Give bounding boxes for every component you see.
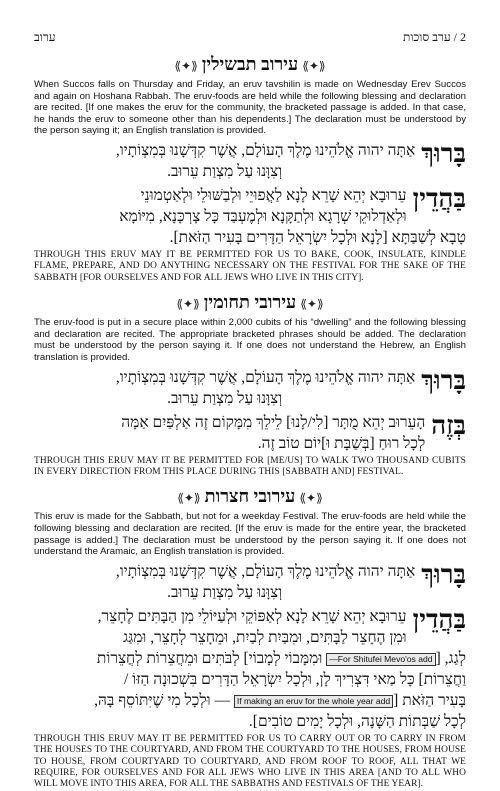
ornament-icon: ⟪✦⟫ xyxy=(299,491,323,506)
section-eruv-tavshilin xyxy=(34,54,466,284)
blessing: בָּרוּךְ אַתָּה יהוה אֱלֹהֵינוּ מֶלֶךְ הָעוֹלָם, אֲשֶׁר קִדְּשָׁנוּ בְּמִצְוֹתָיו, וְצִוָּנוּ עַל מִצְוַת עֵרוּב. xyxy=(115,365,466,407)
blessing-first-word: בָּרוּךְ xyxy=(421,138,466,168)
blessing: בָּרוּךְ אַתָּה יהוה אֱלֹהֵינוּ מֶלֶךְ הָעוֹלָם, אֲשֶׁר קִדְּשָׁנוּ בְּמִצְוֹתָיו, וְצִוָּנוּ עַל מִצְוַת עֵרוּב. xyxy=(115,559,466,601)
blessing-first-word: בָּרוּךְ xyxy=(421,365,466,395)
declaration: בַּהֲדֵין עֵרוּבָא יְהֵא שָׁרֵא לָנָא לַאֲפוּיֵי וּלְבַשּׁוּלֵי וּלְאַטְמוּנֵי וּלְאַדְלוּקֵי שְׁרָגָא וּלְתַקָּנָא וּלְמֶעְבַּד כָּל צָרְכָּנָא, מִיּוֹמָא טָבָא לְשַׁבַּתָּא [לָנָא וּלְכָל יִשְׂרָאֵל הַדָּרִים בָּעִיר הַזֹּאת]. xyxy=(119,183,466,246)
section-title: ⟪✦⟫עירובי תחומין⟪✦⟫ xyxy=(176,292,324,313)
ornament-icon: ⟪✦⟫ xyxy=(177,491,201,506)
translation-text: THROUGH THIS ERUV MAY IT BE PERMITTED FOR [ME/US] TO WALK TWO THOUSAND CUBITS IN EVERY DIRECTION FROM THIS PLACE DURING THIS [SABBATH AND] FESTIVAL. xyxy=(34,455,466,477)
blessing: בָּרוּךְ אַתָּה יהוה אֱלֹהֵינוּ מֶלֶךְ הָעוֹלָם, אֲשֶׁר קִדְּשָׁנוּ בְּמִצְוֹתָיו, וְצִוָּנוּ עַל מִצְוַת עֵרוּב. xyxy=(115,138,466,180)
translation-text: THROUGH THIS ERUV MAY IT BE PERMITTED FOR US TO BAKE, COOK, INSULATE, KINDLE FLAME, PREPARE, AND DO ANYTHING NECESSARY ON THE FESTIVAL FOR THE SAKE OF THE SABBATH [FOR OURSELVES AND FOR ALL JEWS WHO LIVE IN THIS CITY]. xyxy=(34,249,466,283)
section-title: ⟪✦⟫עירוב תבשילין⟪✦⟫ xyxy=(174,54,326,74)
prayer-page xyxy=(34,30,466,791)
section-title: ⟪✦⟫עירובי חצרות⟪✦⟫ xyxy=(177,486,323,507)
ornament-icon: ⟪✦⟫ xyxy=(302,59,326,73)
declaration-first-word: בְּזֶה xyxy=(431,410,466,440)
whole-year-note-box: If making an eruv for the whole year add xyxy=(234,695,393,708)
ornament-icon: ⟪✦⟫ xyxy=(174,59,198,73)
declaration-line-with-note: לְגַג, [—For Shitufei Mevo'os add וּמִמָּבוֹי לְמָבוֹי] לְבֹּתִּים וּמֵחֲצֵרוֹת לְחֲצֵרוֹת xyxy=(96,649,466,667)
instruction-text: This eruv is made for the Sabbath, but not for a weekday Festival. The eruv-foods are held while the following blessing and declaration are recited. [If the eruv is made for the entire year, the bracketed passage is added.] The declaration must be understood by the person saying it. If one does not understand the Aramaic, an English translation is provided. xyxy=(34,511,466,558)
declaration: בְּזֶה הָעֵרוּב יְהֵא מֻתָּר [לִי/לָנוּ] לֵילֵךְ מִמָּקוֹם זֶה אַלְפַּיִם אַמָּה לְכָל רוּחַ [בְּשַׁבָּת וּ]יוֹם טוֹב זֶה. xyxy=(121,410,466,452)
section-eruvei-chatzeros xyxy=(34,486,466,790)
declaration-first-word: בַּהֲדֵין xyxy=(412,183,466,213)
declaration: בַּהֲדֵין עֵרוּבָא יְהֵא שָׁרֵא לָנָא לְאַפּוֹקֵי וּלְעַיּוֹלֵי מִן הַבָּתִּים לֶחָצֵר, וּמִן הֶחָצֵר לַבָּתִּים, וּמִבַּיִת לְבַיִת, וּמֵחָצֵר לְחָצֵר, וּמִגַּג לְגַג, [—For Shitufei Mevo'os add וּמִמָּבוֹי לְמָבוֹי] לְבֹּתִּים וּמֵחֲצֵרוֹת לְחֲצֵרוֹת וַחֲצֵרוֹת] כָּל מַאי דִּצְרִיךְ לָן, וּלְכָל יִשְׂרָאֵל הַדָּרִים בִּשְׁכוּנָה הַזּוֹ / בָּעִיר הַזֹּאת [If making an eruv for the whole year add — וּלְכָל מִי שֶׁיִּתּוֹסֵף בָּהּ, לְכָל שַׁבְּתוֹת הַשָּׁנָה, וּלְכָל יָמִים טוֹבִים]. xyxy=(34,606,466,732)
ornament-icon: ⟪✦⟫ xyxy=(300,297,324,312)
instruction-text: The eruv-food is put in a secure place within 2,000 cubits of his “dwelling” and the following blessing and declaration are recited. The appropriate bracketed phrases should be added. The declaration must be understood by the person saying it. If one does not understand the Hebrew, an English translation is provided. xyxy=(34,317,466,363)
blessing-first-word: בָּרוּךְ xyxy=(421,559,466,589)
running-head xyxy=(34,30,466,46)
translation-text: THROUGH THIS ERUV MAY IT BE PERMITTED FOR US TO CARRY OUT OR TO CARRY IN FROM THE HOUSES TO THE COURTYARD, AND FROM THE COURTYARD TO THE HOUSES, FROM HOUSE TO HOUSE, FROM COURTYARD TO COURTYARD, AND FROM ROOF TO ROOF, ALL THAT WE REQUIRE, FOR OURSELVES AND FOR ALL JEWS WHO LIVE IN THIS AREA [AND TO ALL WHO WILL MOVE INTO THIS AREA, FOR ALL THE SABBATHS AND FESTIVALS OF THE YEAR]. xyxy=(34,733,466,790)
section-eruv-techumin xyxy=(34,292,466,478)
page-label: 2 / ערב סוכות xyxy=(403,30,466,44)
ornament-icon: ⟪✦⟫ xyxy=(176,297,200,312)
instruction-text: When Succos falls on Thursday and Friday, an eruv tavshilin is made on Wednesday Erev Succos and again on Hoshana Rabbah. The eruv-foods are held while the following blessing and declaration are recited. [If one makes the eruv for the community, the bracketed passage is added. In that case, he hands the eruv to someone other than his dependents.] The declaration must be understood by the person saying it; an English translation is provided. xyxy=(34,79,466,137)
section-label: ערוב xyxy=(34,30,56,44)
declaration-first-word: בַּהֲדֵין xyxy=(412,604,466,634)
shitufei-note-box: —For Shitufei Mevo'os add xyxy=(326,653,435,666)
declaration-line-with-note: בָּעִיר הַזֹּאת [If making an eruv for the whole year add — וּלְכָל מִי שֶׁיִּתּוֹסֵף בָּהּ, xyxy=(94,691,466,709)
